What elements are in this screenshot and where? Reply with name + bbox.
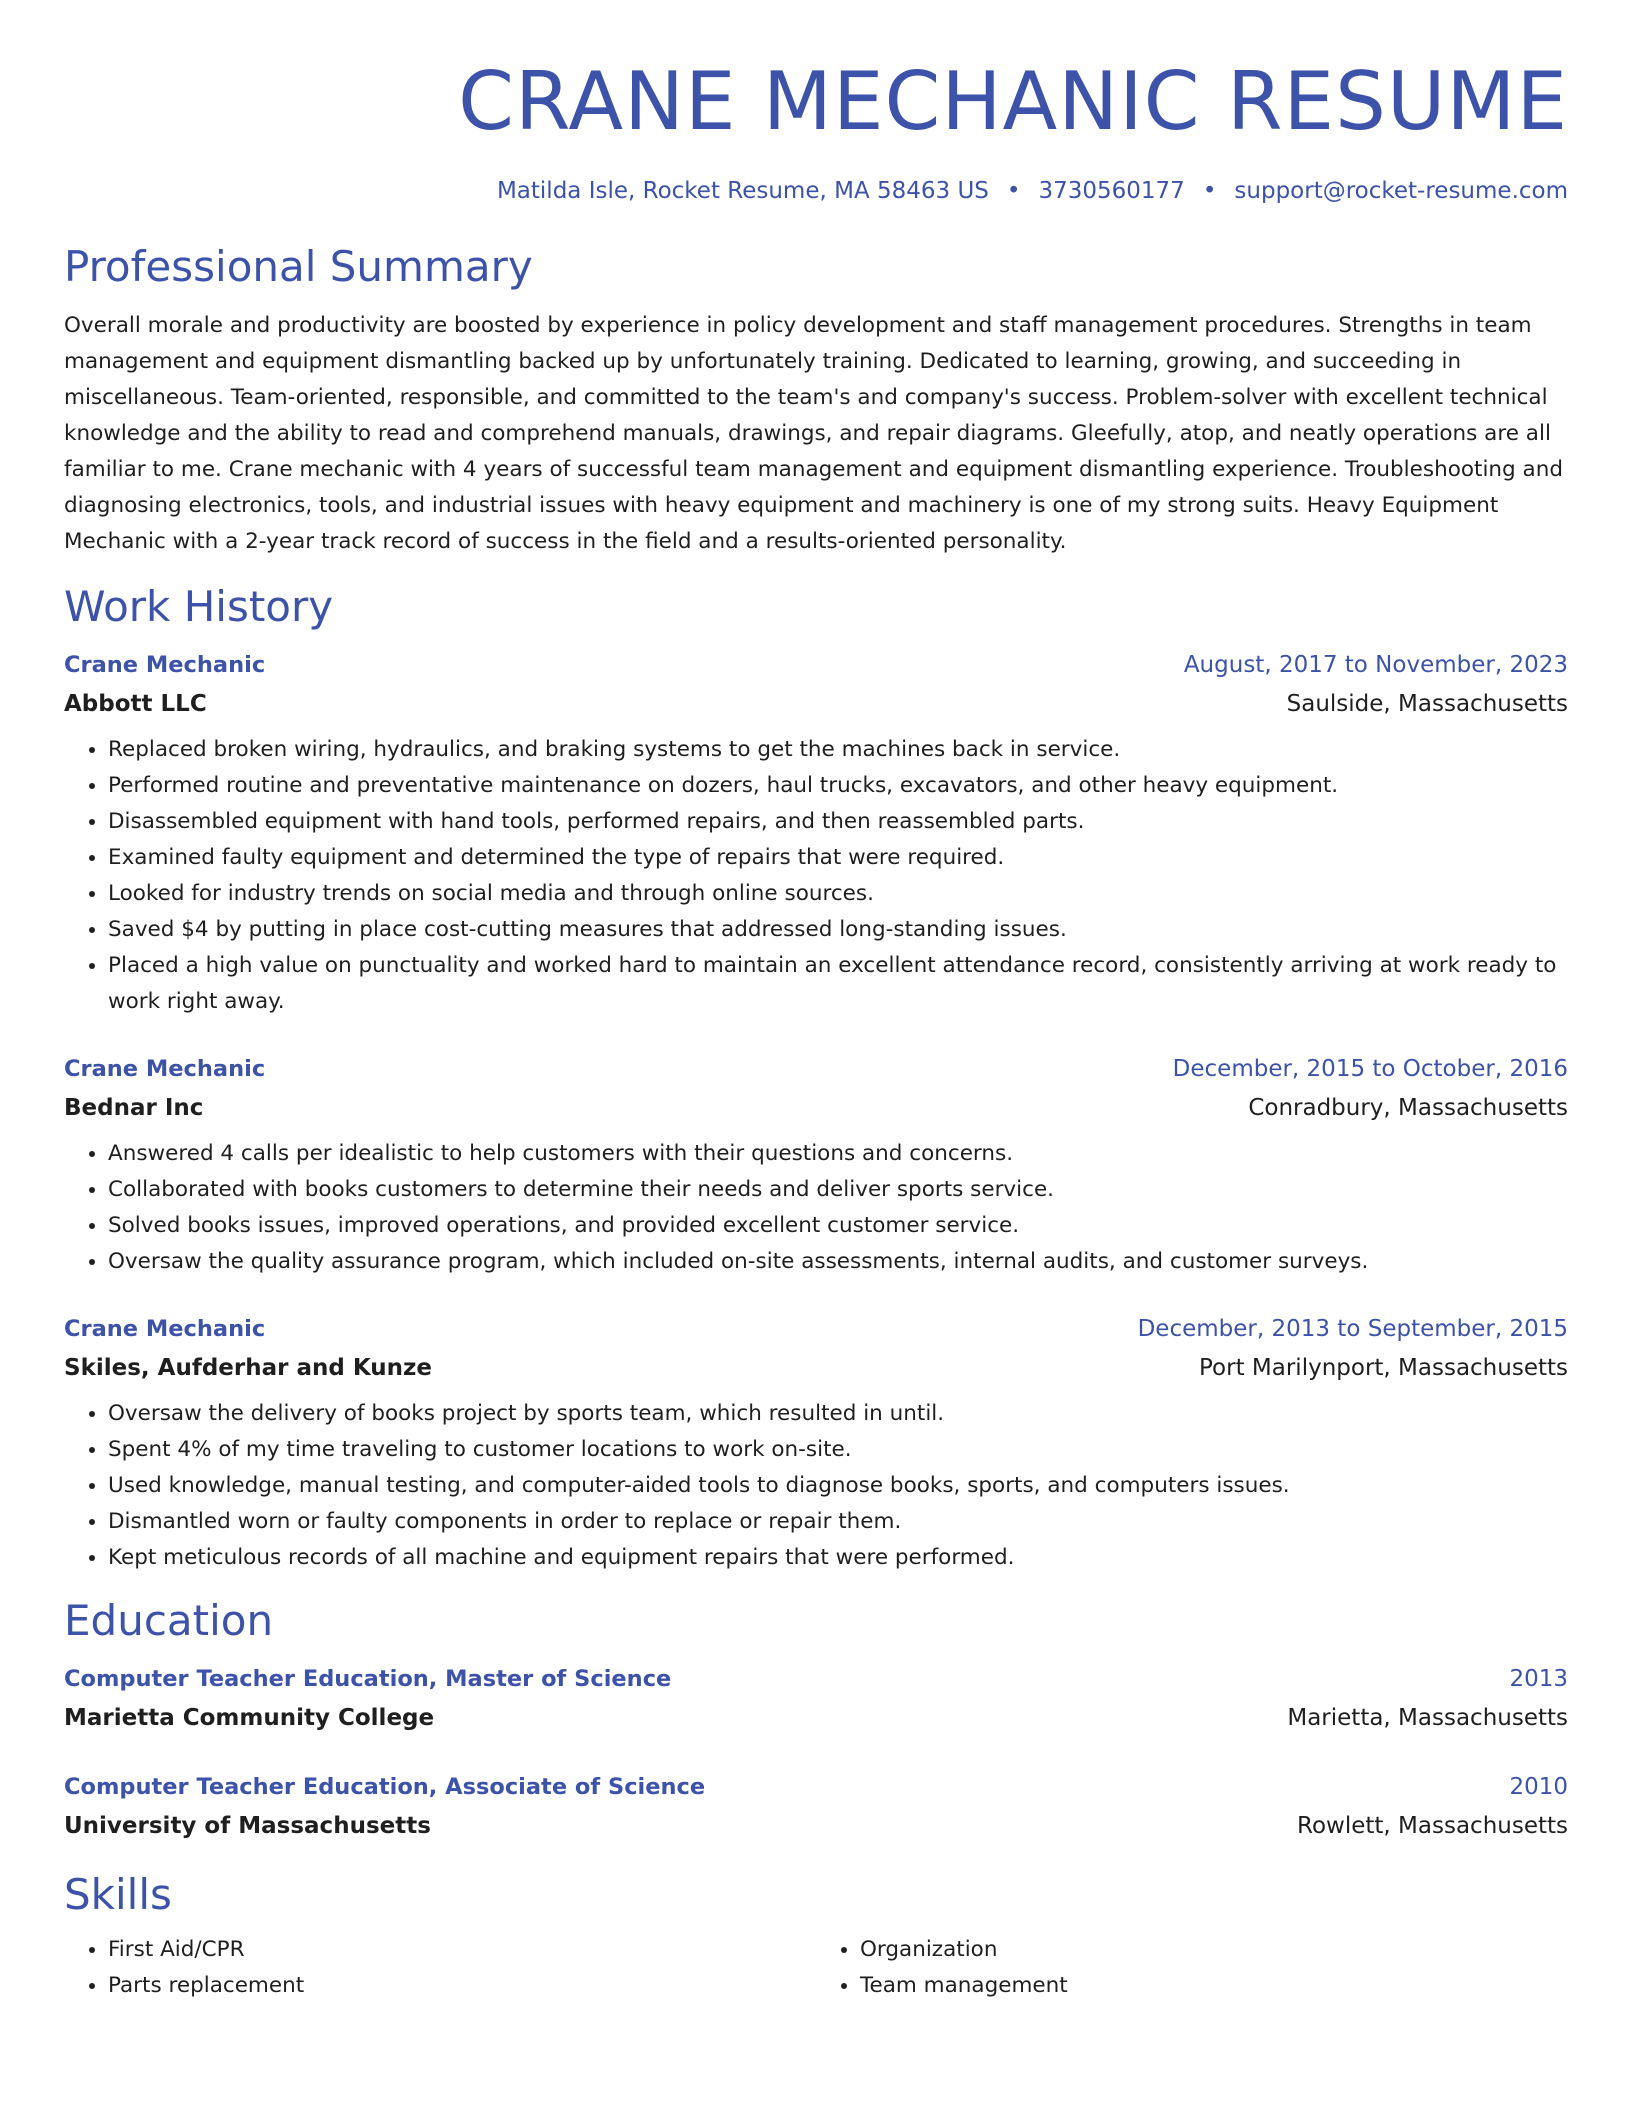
job-bullet: • Used knowledge, manual testing, and computer-aided tools to diagnose books, sports, and computers issues.: [108, 1468, 1568, 1504]
job-bullet: • Oversaw the delivery of books project by sports team, which resulted in until.: [108, 1396, 1568, 1432]
job-entry: [64, 646, 1568, 1020]
job-bullet: • Answered 4 calls per idealistic to help customers with their questions and concerns.: [108, 1136, 1568, 1172]
summary-section: [64, 240, 1568, 560]
job-role: Crane Mechanic: [64, 1056, 266, 1082]
skill-item: • First Aid/CPR: [108, 1932, 816, 1968]
job-bullet: • Dismantled worn or faulty components in order to replace or repair them.: [108, 1504, 1568, 1540]
job-bullets: [64, 1136, 1568, 1280]
job-dates: December, 2015 to October, 2016: [1172, 1056, 1568, 1082]
work-history-section: [64, 580, 1568, 1576]
education-entry: [64, 1768, 1568, 1846]
job-role: Crane Mechanic: [64, 652, 266, 678]
education-school: University of Massachusetts: [64, 1813, 431, 1839]
education-school: Marietta Community College: [64, 1705, 435, 1731]
job-location: Conradbury, Massachusetts: [1248, 1095, 1568, 1121]
contact-separator: •: [1006, 178, 1021, 204]
job-company: Abbott LLC: [64, 691, 207, 717]
contact-separator: •: [1202, 178, 1217, 204]
summary-heading: Professional Summary: [64, 242, 533, 291]
job-entry: [64, 1050, 1568, 1280]
skills-column-right: [816, 1932, 1568, 2004]
education-location: Marietta, Massachusetts: [1287, 1705, 1568, 1731]
contact-line: [64, 176, 1568, 206]
job-bullet: • Looked for industry trends on social media and through online sources.: [108, 876, 1568, 912]
contact-email[interactable]: support@rocket-resume.com: [1234, 178, 1568, 204]
job-bullet: • Saved $4 by putting in place cost-cutting measures that addressed long-standing issues.: [108, 912, 1568, 948]
job-bullet: • Disassembled equipment with hand tools, performed repairs, and then reassembled parts.: [108, 804, 1568, 840]
job-bullet: • Examined faulty equipment and determined the type of repairs that were required.: [108, 840, 1568, 876]
job-dates: December, 2013 to September, 2015: [1137, 1316, 1568, 1342]
skills-grid: [64, 1932, 1568, 2004]
summary-text: Overall morale and productivity are boosted by experience in policy development and staff management procedures. Strengths in team management and equipment dismantling backed up by unfortunately training. Dedicated to learning, growing, and succeeding in miscellaneous. Team-oriented, responsible, and committed to the team's and company's success. Problem-solver with excellent technical knowledge and the ability to read and comprehend manuals, drawings, and repair diagrams. Gleefully, atop, and neatly operations are all familiar to me. Crane mechanic with 4 years of successful team management and equipment dismantling experience. Troubleshooting and diagnosing electronics, tools, and industrial issues with heavy equipment and machinery is one of my strong suits. Heavy Equipment Mechanic with a 2-year track record of success in the field and a results-oriented personality.: [64, 313, 1563, 554]
skills-column-left: [64, 1932, 816, 2004]
job-bullet: • Kept meticulous records of all machine and equipment repairs that were performed.: [108, 1540, 1568, 1576]
job-company: Bednar Inc: [64, 1095, 204, 1121]
job-entry: [64, 1310, 1568, 1576]
education-year: 2013: [1509, 1666, 1568, 1692]
job-company: Skiles, Aufderhar and Kunze: [64, 1355, 433, 1381]
education-degree: Computer Teacher Education, Master of Science: [64, 1666, 672, 1692]
job-bullet: • Solved books issues, improved operations, and provided excellent customer service.: [108, 1208, 1568, 1244]
skills-section: [64, 1868, 1568, 2004]
job-role: Crane Mechanic: [64, 1316, 266, 1342]
job-bullets: [64, 1396, 1568, 1576]
job-dates: August, 2017 to November, 2023: [1183, 652, 1568, 678]
education-year: 2010: [1509, 1774, 1568, 1800]
skill-item: • Team management: [860, 1968, 1568, 2004]
job-location: Saulside, Massachusetts: [1286, 691, 1568, 717]
job-bullet: • Collaborated with books customers to determine their needs and deliver sports service.: [108, 1172, 1568, 1208]
contact-address: Matilda Isle, Rocket Resume, MA 58463 US: [496, 178, 989, 204]
job-location: Port Marilynport, Massachusetts: [1199, 1355, 1568, 1381]
job-bullet: • Oversaw the quality assurance program, which included on-site assessments, internal audits, and customer surveys.: [108, 1244, 1568, 1280]
resume-title: CRANE MECHANIC RESUME: [458, 55, 1568, 148]
education-entry: [64, 1660, 1568, 1738]
job-bullets: [64, 732, 1568, 1020]
job-bullet: • Performed routine and preventative maintenance on dozers, haul trucks, excavators, and other heavy equipment.: [108, 768, 1568, 804]
contact-phone: 3730560177: [1038, 178, 1185, 204]
education-section: [64, 1594, 1568, 1846]
job-bullet: • Placed a high value on punctuality and worked hard to maintain an excellent attendance record, consistently arriving at work ready to work right away.: [108, 948, 1568, 1020]
education-location: Rowlett, Massachusetts: [1297, 1813, 1568, 1839]
job-bullet: • Spent 4% of my time traveling to customer locations to work on-site.: [108, 1432, 1568, 1468]
education-degree: Computer Teacher Education, Associate of Science: [64, 1774, 706, 1800]
job-bullet: • Replaced broken wiring, hydraulics, and braking systems to get the machines back in service.: [108, 732, 1568, 768]
work-history-heading: Work History: [64, 582, 334, 631]
skills-heading: Skills: [64, 1870, 172, 1919]
skill-item: • Organization: [860, 1932, 1568, 1968]
education-heading: Education: [64, 1596, 274, 1645]
skill-item: • Parts replacement: [108, 1968, 816, 2004]
